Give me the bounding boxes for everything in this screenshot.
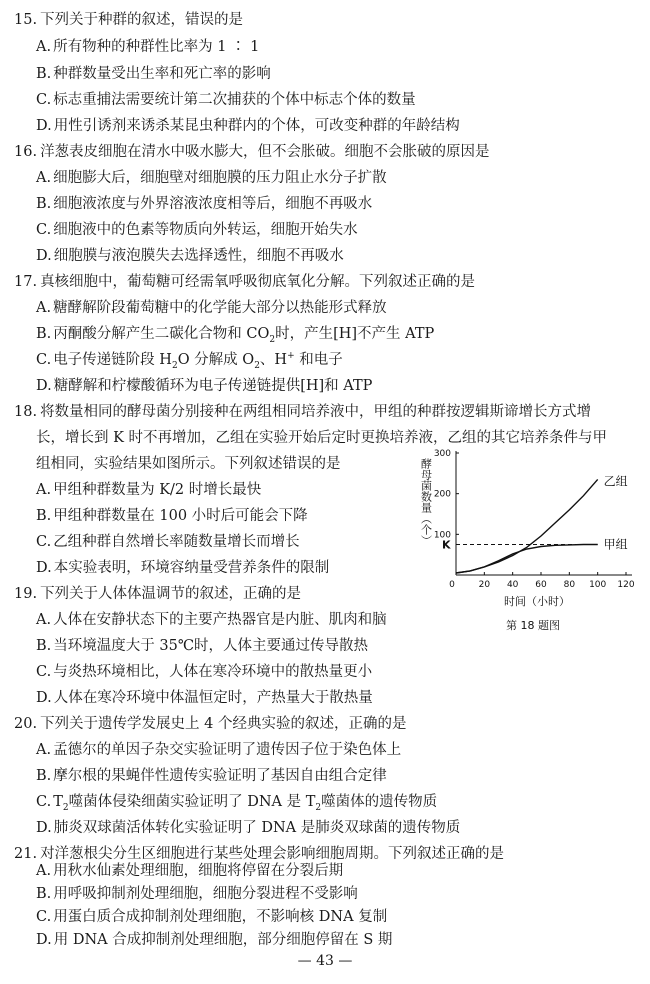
option-label: D. (36, 820, 52, 836)
q18-stem-line2: 长，增长到 K 时不再增加，乙组在实验开始后定时更换培养液，乙组的其它培养条件与甲 (36, 430, 608, 446)
option-label: A. (36, 39, 52, 55)
origin-label: 0 (449, 580, 455, 590)
q19-option-c (36, 662, 372, 682)
option-text: 所有物种的种群性比率为 1 ∶ 1 (53, 39, 260, 55)
q16-stem-text: 洋葱表皮细胞在清水中吸水膨大，但不会胀破。细胞不会胀破的原因是 (40, 144, 490, 160)
option-label: A. (36, 170, 52, 186)
option-label: D. (36, 378, 52, 394)
q18-option-b (36, 506, 308, 526)
option-label: B. (36, 886, 52, 902)
option-text: 用呼吸抑制剂处理细胞，细胞分裂进程不受影响 (53, 886, 358, 902)
series-label: 甲组 (603, 537, 628, 552)
q18-stem-text: 将数量相同的酵母菌分别接种在两组相同培养液中，甲组的种群按逻辑斯谛增长方式增 (40, 404, 592, 420)
q15-option-a (36, 37, 259, 57)
option-text: 当环境温度大于 35℃时，人体主要通过传导散热 (53, 638, 369, 654)
q19-option-b (36, 636, 368, 656)
option-label: A. (36, 482, 52, 498)
x-axis-label: 时间（小时） (504, 595, 570, 608)
y-tick-label: 300 (433, 449, 451, 459)
option-text: 细胞液浓度与外界溶液浓度相等后，细胞不再吸水 (53, 196, 373, 212)
q21-option-d (36, 930, 392, 950)
option-label: C. (36, 352, 52, 368)
option-label: D. (36, 932, 52, 948)
option-text: 和电子 (294, 352, 343, 368)
option-text: 、H (259, 352, 288, 368)
q18-stem-line3: 组相同，实验结果如图所示。下列叙述错误的是 (36, 456, 341, 472)
option-label: C. (36, 92, 52, 108)
figure-caption: 第 18 题图 (506, 619, 560, 632)
q15-stem-text: 下列关于种群的叙述，错误的是 (40, 12, 244, 28)
option-text: 细胞液中的色素等物质向外转运，细胞开始失水 (53, 222, 358, 238)
option-label: A. (36, 742, 52, 758)
option-text: 乙组种群自然增长率随数量增长而增长 (53, 534, 300, 550)
option-text: 与炎热环境相比，人体在寒冷环境中的散热量更小 (53, 664, 373, 680)
q21-option-b (36, 884, 358, 904)
x-tick-label: 40 (506, 580, 519, 590)
option-label: D. (36, 118, 52, 134)
option-text: 用 DNA 合成抑制剂处理细胞，部分细胞停留在 S 期 (53, 932, 393, 948)
q15-option-c (36, 90, 416, 110)
q17-option-b (36, 324, 434, 344)
q17-stem-text: 真核细胞中，葡萄糖可经需氧呼吸彻底氧化分解。下列叙述正确的是 (40, 274, 476, 290)
option-text: 种群数量受出生率和死亡率的影响 (53, 66, 271, 82)
option-label: C. (36, 664, 52, 680)
option-label: A. (36, 863, 52, 879)
superscript: + (287, 351, 295, 362)
q20-option-b (36, 766, 387, 786)
q17-option-d (36, 376, 372, 396)
subscript: 2 (254, 360, 260, 371)
option-text: 肺炎双球菌活体转化实验证明了 DNA 是肺炎双球菌的遗传物质 (53, 820, 461, 836)
q16-option-b (36, 194, 372, 214)
q15-option-b (36, 64, 271, 84)
q21-stem-text: 对洋葱根尖分生区细胞进行某些处理会影响细胞周期。下列叙述正确的是 (40, 846, 505, 862)
y-tick-label: 100 (433, 530, 451, 541)
q20-option-d (36, 818, 460, 838)
subscript: 2 (171, 360, 178, 371)
page-number: — 43 — (297, 953, 353, 969)
q18-option-c (36, 532, 300, 552)
option-text: 用性引诱剂来诱杀某昆虫种群内的个体，可改变种群的年龄结构 (53, 118, 460, 134)
x-tick-label: 100 (589, 580, 607, 590)
option-text: 糖酵解阶段葡萄糖中的化学能大部分以热能形式释放 (53, 300, 387, 316)
y-tick-label: 200 (433, 489, 451, 500)
series-line-yi (456, 479, 598, 573)
option-label: B. (36, 638, 52, 654)
q18-number: 18. (14, 404, 38, 420)
x-tick-label: 60 (535, 580, 547, 590)
q18-option-d (36, 558, 329, 578)
q15-stem (14, 10, 243, 30)
option-label: C. (36, 534, 52, 550)
option-label: B. (36, 196, 52, 212)
subscript: 2 (315, 802, 322, 813)
q16-option-a (36, 168, 387, 188)
option-text: 标志重捕法需要统计第二次捕获的个体中标志个体的数量 (53, 92, 416, 108)
q18-figure (414, 440, 644, 636)
q20-option-a (36, 740, 401, 760)
option-text: 噬菌体侵染细菌实验证明了 DNA 是 T (68, 794, 316, 810)
option-text: T (53, 794, 63, 810)
x-tick-label: 80 (563, 580, 576, 590)
option-label: A. (36, 612, 52, 628)
option-text: 细胞膜与液泡膜失去选择透性，细胞不再吸水 (53, 248, 344, 264)
subscript: 2 (269, 334, 276, 345)
x-tick-label: 20 (478, 580, 491, 590)
k-label: K (442, 538, 451, 552)
option-label: A. (36, 300, 52, 316)
option-text: 糖酵解和柠檬酸循环为电子传递链提供[H]和 ATP (53, 378, 373, 394)
option-text: 用蛋白质合成抑制剂处理细胞，不影响核 DNA 复制 (53, 909, 388, 925)
q20-stem (14, 714, 407, 734)
q20-option-c (36, 792, 437, 812)
q21-option-c (36, 907, 387, 927)
q16-option-d (36, 246, 344, 266)
option-text: 时，产生[H]不产生 ATP (275, 326, 435, 342)
subscript: 2 (62, 802, 69, 813)
q19-stem-text: 下列关于人体体温调节的叙述，正确的是 (40, 586, 302, 602)
q15-option-d (36, 116, 460, 136)
y-axis-label: 酵母菌数量（个） (419, 458, 433, 546)
option-label: B. (36, 66, 52, 82)
q19-option-a (36, 610, 387, 630)
q19-option-d (36, 688, 373, 708)
option-text: 本实验表明，环境容纳量受营养条件的限制 (53, 560, 330, 576)
q16-option-c (36, 220, 358, 240)
q16-stem (14, 142, 490, 162)
q18-stem-line1 (14, 402, 591, 422)
option-text: 孟德尔的单因子杂交实验证明了遗传因子位于染色体上 (53, 742, 402, 758)
option-label: C. (36, 909, 52, 925)
q17-option-c (36, 350, 343, 370)
option-text: 丙酮酸分解产生二碳化合物和 CO (53, 326, 270, 342)
x-tick-label: 120 (617, 580, 635, 590)
q19-stem (14, 584, 301, 604)
option-text: 电子传递链阶段 H (53, 352, 172, 368)
q20-number: 20. (14, 716, 38, 732)
q17-option-a (36, 298, 387, 318)
option-label: D. (36, 560, 52, 576)
option-label: B. (36, 508, 52, 524)
option-label: C. (36, 794, 52, 810)
option-text: 甲组种群数量为 K/2 时增长最快 (53, 482, 262, 498)
q18-option-a (36, 480, 261, 500)
option-text: 细胞膨大后，细胞壁对细胞膜的压力阻止水分子扩散 (53, 170, 387, 186)
q21-number: 21. (14, 846, 38, 862)
option-text: 噬菌体的遗传物质 (321, 794, 438, 810)
option-label: B. (36, 326, 52, 342)
q17-number: 17. (14, 274, 38, 290)
series-label: 乙组 (603, 474, 628, 489)
q15-number: 15. (14, 12, 38, 28)
option-text: 摩尔根的果蝇伴性遗传实验证明了基因自由组合定律 (53, 768, 387, 784)
q17-stem (14, 272, 475, 292)
series-line-jia (456, 545, 598, 574)
q20-stem-text: 下列关于遗传学发展史上 4 个经典实验的叙述，正确的是 (40, 716, 407, 732)
option-label: C. (36, 222, 52, 238)
q19-number: 19. (14, 586, 38, 602)
option-text: 甲组种群数量在 100 小时后可能会下降 (53, 508, 308, 524)
option-label: B. (36, 768, 52, 784)
option-label: D. (36, 690, 52, 706)
q16-number: 16. (14, 144, 38, 160)
option-text: 用秋水仙素处理细胞，细胞将停留在分裂后期 (53, 863, 344, 879)
option-text: 人体在安静状态下的主要产热器官是内脏、肌肉和脑 (53, 612, 387, 628)
option-label: D. (36, 248, 52, 264)
q21-option-a (36, 861, 343, 881)
option-text: 人体在寒冷环境中体温恒定时，产热量大于散热量 (53, 690, 373, 706)
option-text: O 分解成 O (177, 352, 255, 368)
